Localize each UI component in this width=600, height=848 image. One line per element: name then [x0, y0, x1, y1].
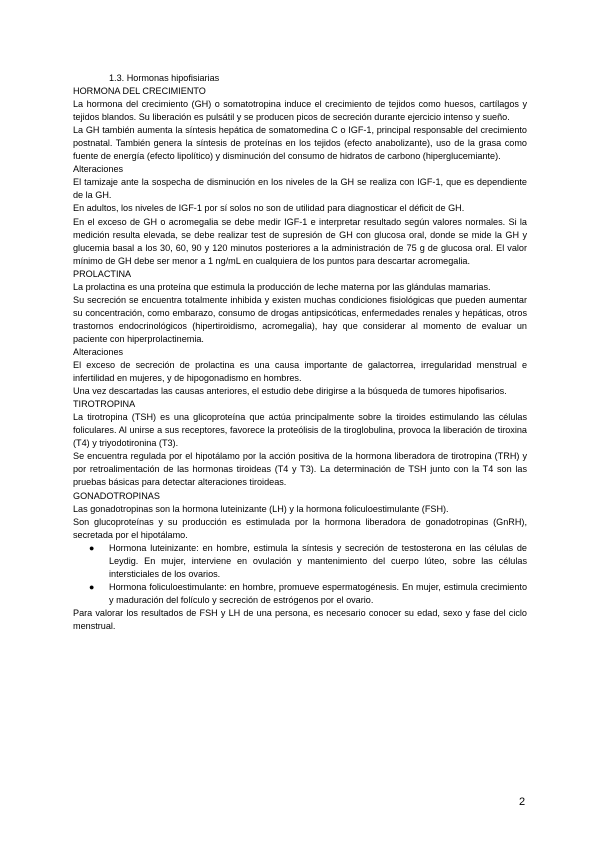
paragraph: Su secreción se encuentra totalmente inhibida y existen muchas condiciones fisiológicas que pueden aumentar su concentración, como embarazo, consumo de drogas antipsicóticas, enfermedades renales y hepáticas, otros trastornos endocrinológicos (hipertiroidismo, acromegalia), hay que considerar al momento de evaluar un paciente con hiperprolactinemia. [73, 294, 527, 344]
list-item-text: Hormona foliculoestimulante: en hombre, promueve espermatogénesis. En mujer, estimula crecimiento y maduración del folículo y secreción de estrógenos por el ovario. [109, 581, 527, 605]
bullet-list [73, 542, 527, 607]
paragraph: Son glucoproteínas y su producción es estimulada por la hormona liberadora de gonadotropinas (GnRH), secretada por el hipotálamo. [73, 516, 527, 540]
heading-thyrotropin: TIROTROPINA [73, 399, 136, 410]
paragraph: El exceso de secreción de prolactina es una causa importante de galactorrea, irregularidad menstrual e infertilidad en mujeres, y de hipogonadismo en hombres. [73, 360, 527, 384]
paragraph: La prolactina es una proteína que estimula la producción de leche materna por las glándulas mamarias. [73, 281, 491, 292]
document-body [73, 72, 527, 633]
list-item [83, 542, 527, 581]
paragraph: En el exceso de GH o acromegalia se debe medir IGF-1 e interpretar resultado según valores normales. Si la medición resulta elevada, se debe realizar test de supresión de GH con glucosa oral, donde se mide la GH y glucemia basal a los 30, 60, 90 y 120 minutos posteriores a la administración de 75 g de glucosa oral. El valor mínimo de GH debe ser menor a 1 ng/mL en cualquiera de los puntos para descartar acromegalia. [73, 216, 527, 266]
paragraph: En adultos, los niveles de IGF-1 por sí solos no son de utilidad para diagnosticar el déficit de GH. [73, 203, 465, 214]
subheading-alterations: Alteraciones [73, 346, 124, 357]
paragraph: Se encuentra regulada por el hipotálamo por la acción positiva de la hormona liberadora de tirotropina (TRH) y por retroalimentación de las hormonas tiroideas (T4 y T3). La determinación de TSH junto con la T4 son las pruebas básicas para detectar alteraciones tiroideas. [73, 451, 527, 488]
paragraph: La tirotropina (TSH) es una glicoproteína que actúa principalmente sobre la tiroides estimulando las células foliculares. Al unirse a sus receptores, favorece la proteólisis de la tiroglobulina, provoca la liberación de tiroxina (T4) y triyodotironina (T3). [73, 412, 527, 449]
paragraph: Las gonadotropinas son la hormona luteinizante (LH) y la hormona foliculoestimulante (FSH). [73, 503, 449, 514]
paragraph: Para valorar los resultados de FSH y LH de una persona, es necesario conocer su edad, sexo y fase del ciclo menstrual. [73, 607, 527, 631]
section-title: 1.3. Hormonas hipofisiarias [109, 73, 220, 83]
paragraph: Una vez descartadas las causas anteriores, el estudio debe dirigirse a la búsqueda de tumores hipofisarios. [73, 386, 507, 397]
heading-gonadotropins: GONADOTROPINAS [73, 490, 160, 501]
page-number: 2 [519, 796, 526, 808]
list-item-text: Hormona luteinizante: en hombre, estimula la síntesis y secreción de testosterona en las células de Leydig. En mujer, interviene en ovulación y mantenimiento del cuerpo lúteo, sobre las células intersticiales de los ovarios. [109, 542, 527, 579]
list-item [83, 581, 527, 607]
bullet-icon: ● [89, 542, 95, 553]
paragraph: La GH también aumenta la síntesis hepática de somatomedina C o IGF-1, principal responsable del crecimiento postnatal. También genera la síntesis de proteínas en los tejidos (efecto anabolizante), uso de la grasa como fuente de energía (efecto lipolítico) y disminución del consumo de hidratos de carbono (hiperglucemiante). [73, 125, 527, 162]
subheading-alterations: Alteraciones [73, 164, 124, 175]
paragraph: El tamizaje ante la sospecha de disminución en los niveles de la GH se realiza con IGF-1, que es dependiente de la GH. [73, 177, 527, 201]
heading-growth-hormone: HORMONA DEL CRECIMIENTO [73, 86, 206, 97]
heading-prolactin: PROLACTINA [73, 268, 132, 279]
bullet-icon: ● [89, 581, 95, 592]
paragraph: La hormona del crecimiento (GH) o somatotropina induce el crecimiento de tejidos como huesos, cartílagos y tejidos blandos. Su liberación es pulsátil y se producen picos de secreción durante ejercicio intenso y sueño. [73, 99, 527, 123]
